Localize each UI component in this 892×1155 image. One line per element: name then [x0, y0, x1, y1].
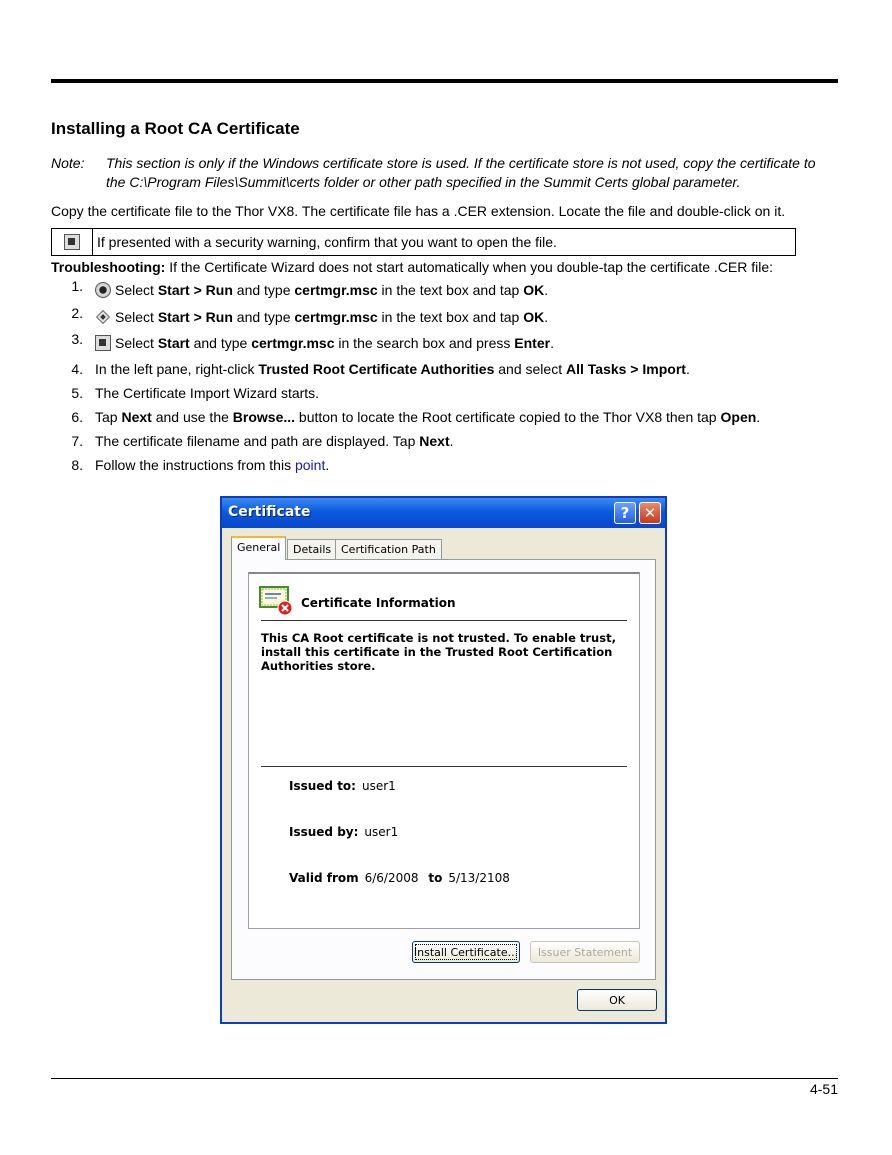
step-text: [95, 361, 690, 377]
valid-to-value: 5/13/2108: [448, 871, 510, 885]
point-link[interactable]: point: [294, 457, 326, 473]
step-text: [95, 309, 548, 325]
intro-paragraph: Copy the certificate file to the Thor VX8. The certificate file has a .CER extension. Locate the file and double-click on it.: [51, 203, 786, 219]
step-plain-text: in the text box and tap: [377, 309, 524, 325]
step-plain-text: and type: [189, 335, 252, 351]
valid-to-label: to: [428, 871, 443, 885]
note-line-2: the C:\Program Files\Summit\certs folder or other path specified in the Summit Certs global parameter.: [106, 174, 741, 190]
note-label: Note:: [51, 155, 85, 171]
step-bold-text: certmgr.msc: [294, 282, 378, 298]
step-plain-text: .: [325, 457, 330, 473]
issued-to-label: Issued to:: [289, 779, 356, 793]
note-text: [106, 154, 841, 192]
header-rule: [51, 79, 838, 83]
step-line: [95, 385, 319, 401]
step-number: 6.: [71, 409, 83, 425]
step-line: [95, 457, 329, 473]
step-number: 1.: [71, 278, 83, 294]
install-certificate-button[interactable]: Install Certificate...: [412, 941, 520, 963]
step-bold-text: Trusted Root Certificate Authorities: [258, 361, 495, 377]
footer-rule: [51, 1078, 838, 1079]
dialog-title: Certificate: [228, 504, 311, 520]
step-number: 4.: [71, 361, 83, 377]
tab-certification-path[interactable]: Certification Path: [335, 539, 442, 559]
tab-general[interactable]: General: [231, 536, 286, 560]
step-plain-text: The certificate filename and path are displayed. Tap: [95, 433, 420, 449]
step-plain-text: Select: [115, 309, 158, 325]
step-plain-text: button to locate the Root certificate copied to the Thor VX8 then tap: [295, 409, 721, 425]
square-os-icon: [64, 234, 80, 250]
step-plain-text: .: [685, 361, 690, 377]
issued-to-value: user1: [361, 779, 396, 793]
step-plain-text: and type: [232, 309, 295, 325]
step-plain-text: Follow the instructions from this: [95, 457, 295, 473]
step-plain-text: The Certificate Import Wizard starts.: [95, 385, 320, 401]
step-bold-text: OK: [523, 309, 545, 325]
help-button[interactable]: ?: [614, 502, 636, 524]
step-line: [95, 409, 760, 425]
radio-os-icon: [95, 282, 111, 298]
step-plain-text: and type: [232, 282, 295, 298]
issued-by-value: user1: [364, 825, 399, 839]
callout-icon-cell: [52, 229, 93, 255]
step-plain-text: Tap: [95, 409, 122, 425]
step-line: [95, 361, 690, 377]
divider: [261, 766, 627, 767]
certificate-dialog: [220, 496, 667, 1024]
step-plain-text: and select: [494, 361, 566, 377]
step-number: 5.: [71, 385, 83, 401]
step-bold-text: Start > Run: [157, 282, 233, 298]
step-line: [95, 433, 454, 449]
troubleshooting-label: Troubleshooting:: [51, 259, 166, 275]
step-plain-text: .: [544, 309, 549, 325]
note-line-1: This section is only if the Windows certificate store is used. If the certificate store is not used, copy the certificate to: [106, 155, 816, 171]
step-bold-text: OK: [523, 282, 545, 298]
divider: [261, 620, 627, 621]
valid-row: [289, 871, 510, 885]
step-bold-text: Next: [121, 409, 152, 425]
step-number: 3.: [71, 331, 83, 347]
close-button[interactable]: ✕: [639, 502, 661, 524]
step-bold-text: Next: [419, 433, 450, 449]
issued-by-label: Issued by:: [289, 825, 359, 839]
valid-from-value: 6/6/2008: [364, 871, 419, 885]
step-plain-text: Select: [115, 282, 158, 298]
page-number: 4-51: [809, 1081, 838, 1097]
step-bold-text: Start: [157, 335, 190, 351]
step-plain-text: and use the: [151, 409, 233, 425]
step-plain-text: .: [449, 433, 454, 449]
ok-button[interactable]: OK: [577, 989, 657, 1011]
step-bold-text: All Tasks > Import: [565, 361, 686, 377]
step-bold-text: Enter: [514, 335, 551, 351]
general-tab-panel: [231, 559, 656, 980]
step-plain-text: .: [550, 335, 554, 351]
callout-box: [51, 228, 796, 256]
step-number: 7.: [71, 433, 83, 449]
certificate-info-title: Certificate Information: [301, 596, 456, 610]
step-bold-text: Open: [720, 409, 757, 425]
issued-to-row: [289, 779, 396, 793]
certificate-error-icon: [259, 586, 295, 616]
issuer-statement-button[interactable]: Issuer Statement: [530, 941, 640, 963]
step-bold-text: Browse...: [232, 409, 296, 425]
step-text: [95, 433, 454, 449]
dialog-titlebar[interactable]: [222, 498, 665, 528]
diamond-os-icon: [95, 309, 111, 325]
step-plain-text: Select: [115, 335, 158, 351]
step-plain-text: .: [756, 409, 761, 425]
step-number: 2.: [71, 305, 83, 321]
issued-by-row: [289, 825, 398, 839]
step-bold-text: certmgr.msc: [251, 335, 335, 351]
square-os-icon: [95, 335, 111, 351]
step-text: [95, 282, 548, 298]
step-text: [95, 457, 329, 473]
troubleshooting-text: If the Certificate Wizard does not start automatically when you double-tap the certificate .CER file:: [165, 259, 774, 275]
step-text: [95, 409, 760, 425]
step-plain-text: In the left pane, right-click: [95, 361, 259, 377]
step-bold-text: Start > Run: [157, 309, 233, 325]
step-plain-text: in the text box and tap: [377, 282, 524, 298]
trust-message: This CA Root certificate is not trusted. To enable trust, install this certificate in the Trusted Root Certification Authorities store.: [261, 631, 616, 673]
step-plain-text: .: [544, 282, 549, 298]
step-text: [95, 335, 554, 351]
section-title: Installing a Root CA Certificate: [51, 119, 300, 138]
step-bold-text: certmgr.msc: [294, 309, 378, 325]
step-line: [115, 335, 554, 351]
step-plain-text: in the search box and press: [334, 335, 515, 351]
callout-text: If presented with a security warning, confirm that you want to open the file.: [97, 234, 557, 250]
step-text: [95, 385, 319, 401]
troubleshooting-line: [51, 259, 773, 275]
step-number: 8.: [71, 457, 83, 473]
step-line: [115, 282, 548, 298]
tab-details[interactable]: Details: [287, 539, 337, 559]
step-line: [115, 309, 548, 325]
valid-from-label: Valid from: [289, 871, 359, 885]
certificate-info-panel: [248, 572, 640, 929]
